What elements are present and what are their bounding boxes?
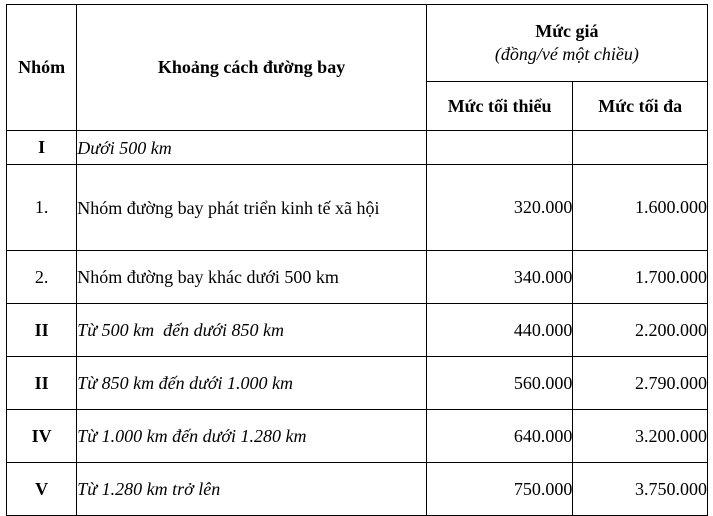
price-header-label: Mức giá (535, 21, 599, 41)
distance-cell: Từ 850 km đến dưới 1.000 km (77, 357, 426, 410)
max-price-cell: 1.700.000 (573, 251, 708, 304)
table-row (7, 131, 708, 165)
group-cell: IV (7, 410, 77, 463)
group-cell: I (7, 131, 77, 165)
distance-header: Khoảng cách đường bay (77, 5, 426, 131)
group-cell: II (7, 357, 77, 410)
min-price-cell (426, 131, 573, 165)
min-price-cell: 640.000 (426, 410, 573, 463)
group-cell: V (7, 463, 77, 516)
min-price-cell: 440.000 (426, 304, 573, 357)
max-price-cell: 1.600.000 (573, 165, 708, 251)
table-row (7, 165, 708, 251)
group-cell: II (7, 304, 77, 357)
table-row (7, 357, 708, 410)
group-cell: 1. (7, 165, 77, 251)
min-price-header: Mức tối thiểu (426, 82, 573, 131)
max-price-cell: 2.790.000 (573, 357, 708, 410)
max-price-cell: 3.200.000 (573, 410, 708, 463)
table-row (7, 463, 708, 516)
min-price-cell: 750.000 (426, 463, 573, 516)
price-unit: (đồng/vé một chiều) (494, 44, 639, 64)
distance-cell: Từ 1.000 km đến dưới 1.280 km (77, 410, 426, 463)
table-row (7, 251, 708, 304)
airfare-table (6, 4, 708, 516)
distance-cell: Nhóm đường bay khác dưới 500 km (77, 251, 426, 304)
group-header: Nhóm (7, 5, 77, 131)
max-price-cell (573, 131, 708, 165)
distance-cell: Từ 1.280 km trở lên (77, 463, 426, 516)
distance-cell: Dưới 500 km (77, 131, 426, 165)
max-price-cell: 2.200.000 (573, 304, 708, 357)
distance-cell: Từ 500 km đến dưới 850 km (77, 304, 426, 357)
min-price-cell: 320.000 (426, 165, 573, 251)
table-row (7, 410, 708, 463)
max-price-header: Mức tối đa (573, 82, 708, 131)
min-price-cell: 340.000 (426, 251, 573, 304)
max-price-cell: 3.750.000 (573, 463, 708, 516)
group-cell: 2. (7, 251, 77, 304)
min-price-cell: 560.000 (426, 357, 573, 410)
price-header (426, 5, 707, 82)
table-row (7, 304, 708, 357)
distance-cell: Nhóm đường bay phát triển kinh tế xã hội (77, 165, 426, 251)
